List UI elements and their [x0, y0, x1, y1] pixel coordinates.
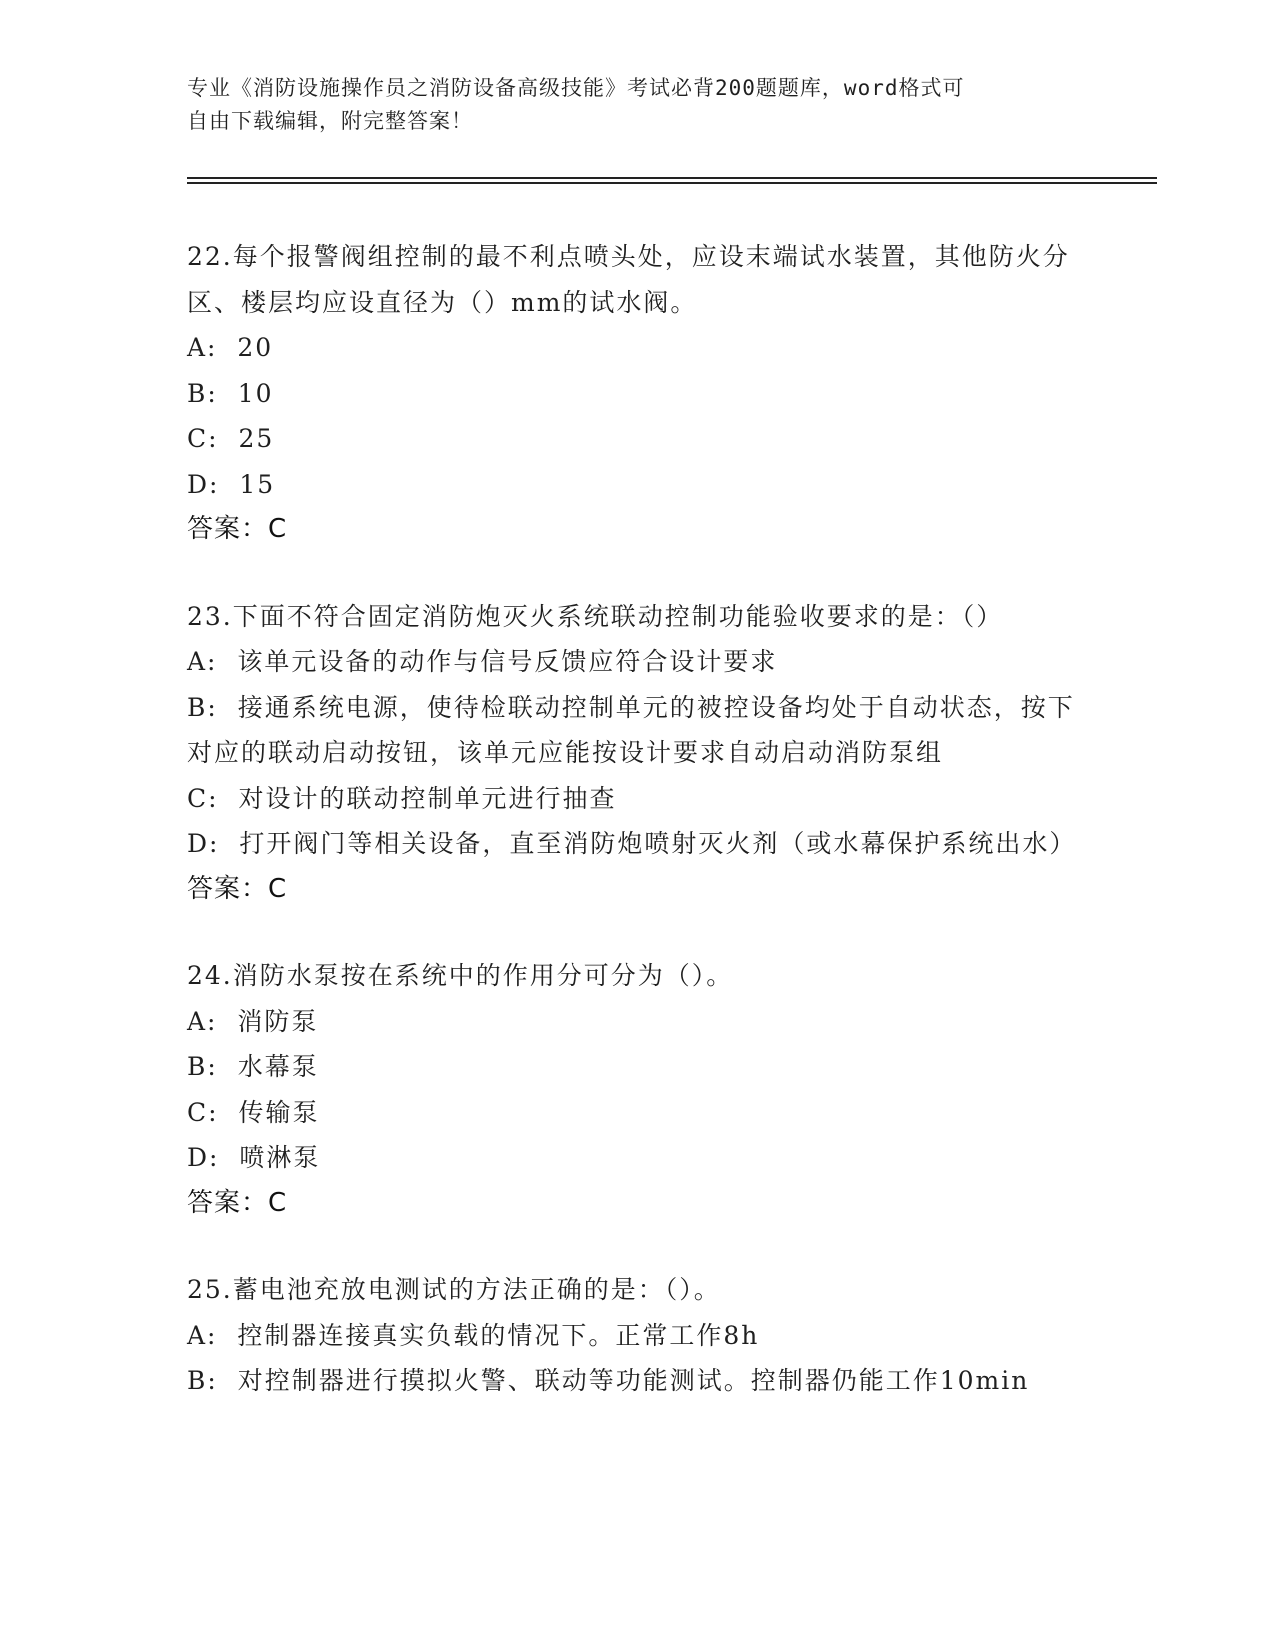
question-25	[187, 1267, 1087, 1404]
question-23	[187, 594, 1087, 913]
option-d: D: 喷淋泵	[187, 1143, 321, 1172]
option-b: B: 水幕泵	[187, 1052, 319, 1081]
header-divider-top	[187, 177, 1157, 179]
header-divider-bottom	[187, 182, 1157, 184]
header-line-2: 自由下载编辑，附完整答案！	[187, 109, 473, 133]
answer-label: 答案：C	[187, 514, 288, 544]
answer-label: 答案：C	[187, 1187, 288, 1218]
option-d: D: 打开阀门等相关设备，直至消防炮喷射灭火剂（或水幕保护系统出水）	[187, 829, 1077, 858]
option-c: C: 25	[187, 424, 275, 453]
option-a: A: 20	[187, 333, 274, 362]
option-c: C: 对设计的联动控制单元进行抽查	[187, 783, 617, 813]
option-a: A: 消防泵	[187, 1006, 319, 1036]
option-b: B: 对控制器进行摸拟火警、联动等功能测试。控制器仍能工作10min	[187, 1366, 1030, 1395]
option-a: A: 控制器连接真实负载的情况下。正常工作8h	[187, 1320, 760, 1350]
document-header	[187, 72, 1087, 138]
header-line-1: 专业《消防设施操作员之消防设备高级技能》考试必背200题题库，word格式可	[187, 76, 965, 100]
question-stem: 25.蓄电池充放电测试的方法正确的是：（）。	[187, 1275, 721, 1304]
question-stem: 23.下面不符合固定消防炮灭火系统联动控制功能验收要求的是：（）	[187, 601, 1004, 631]
question-22	[187, 234, 1087, 553]
question-stem: 24.消防水泵按在系统中的作用分可分为（）。	[187, 961, 734, 990]
question-stem: 22.每个报警阀组控制的最不利点喷头处，应设末端试水装置，其他防火分区、楼层均应设直径为（）mm的试水阀。	[187, 242, 1070, 317]
answer-label: 答案：C	[187, 873, 288, 904]
option-d: D: 15	[187, 469, 276, 499]
option-a: A: 该单元设备的动作与信号反馈应符合设计要求	[187, 647, 778, 676]
question-24	[187, 953, 1087, 1226]
option-b: B: 接通系统电源，使待检联动控制单元的被控设备均处于自动状态，按下对应的联动启动按钮，该单元应能按设计要求自动启动消防泵组	[187, 692, 1075, 767]
option-c: C: 传输泵	[187, 1097, 320, 1127]
option-b: B: 10	[187, 378, 274, 408]
question-list	[187, 234, 1087, 1445]
